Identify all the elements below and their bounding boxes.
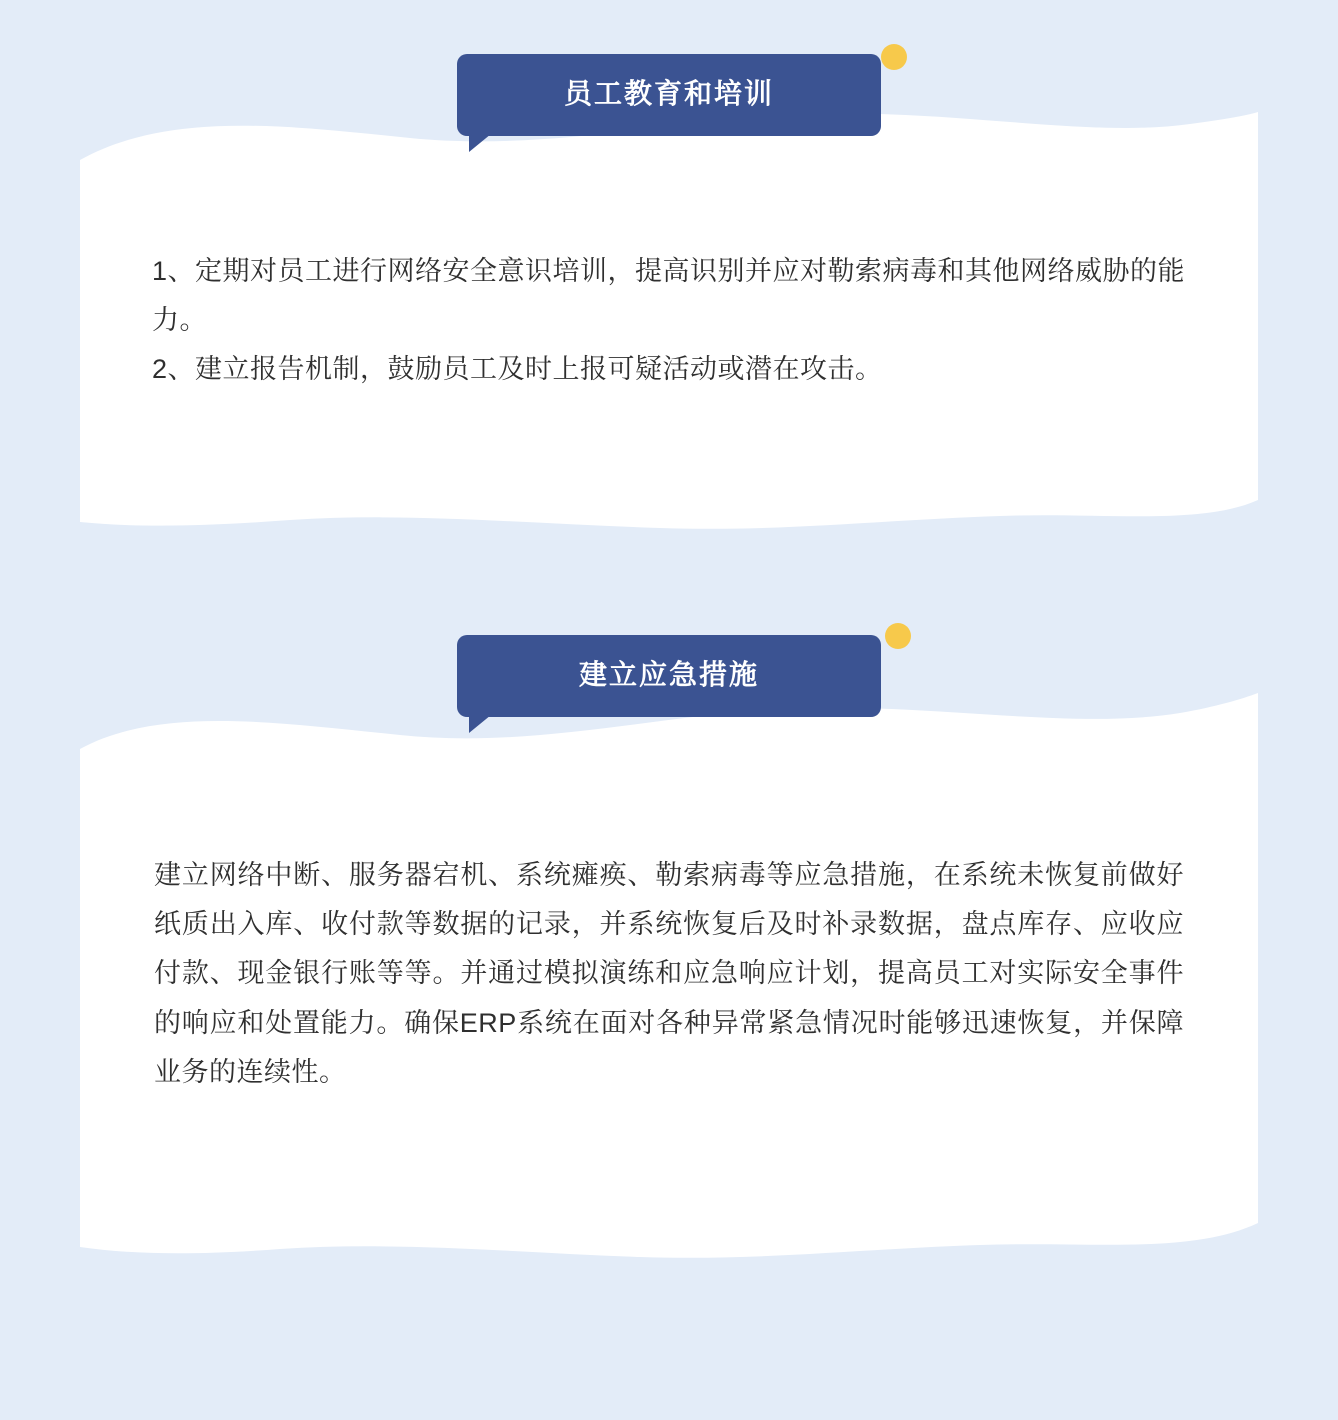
decorative-dot-icon — [885, 623, 911, 649]
paragraph: 1、定期对员工进行网络安全意识培训，提高识别并应对勒索病毒和其他网络威胁的能力。 — [152, 255, 1186, 335]
banner-wrap-2 — [0, 635, 1338, 717]
section-heading-label-1: 员工教育和培训 — [563, 78, 774, 109]
paragraph: 2、建立报告机制，鼓励员工及时上报可疑活动或潜在攻击。 — [152, 354, 883, 385]
section-employee-training — [0, 0, 1338, 533]
paragraph: 建立网络中断、服务器宕机、系统瘫痪、勒索病毒等应急措施，在系统未恢复前做好纸质出入库、收付款等数据的记录，并系统恢复后及时补录数据，盘点库存、应收应付款、现金银行账等等。并通过模拟演练和应急响应计划，提高员工对实际安全事件的响应和处置能力。确保ERP系统在面对各种异常紧急情况时能够迅速恢复，并保障业务的连续性。 — [154, 860, 1184, 1087]
decorative-dot-icon — [881, 44, 907, 70]
card-text-2 — [80, 689, 1258, 1259]
section-heading-banner-2 — [457, 635, 881, 717]
section-spacer — [0, 533, 1338, 595]
content-card-2 — [80, 689, 1258, 1259]
section-heading-label-2: 建立应急措施 — [578, 659, 759, 690]
banner-wrap-1 — [0, 54, 1338, 136]
section-heading-banner-1 — [457, 54, 881, 136]
section-emergency-measures — [0, 595, 1338, 1259]
content-card-1 — [80, 108, 1258, 533]
card-text-1 — [80, 108, 1258, 533]
